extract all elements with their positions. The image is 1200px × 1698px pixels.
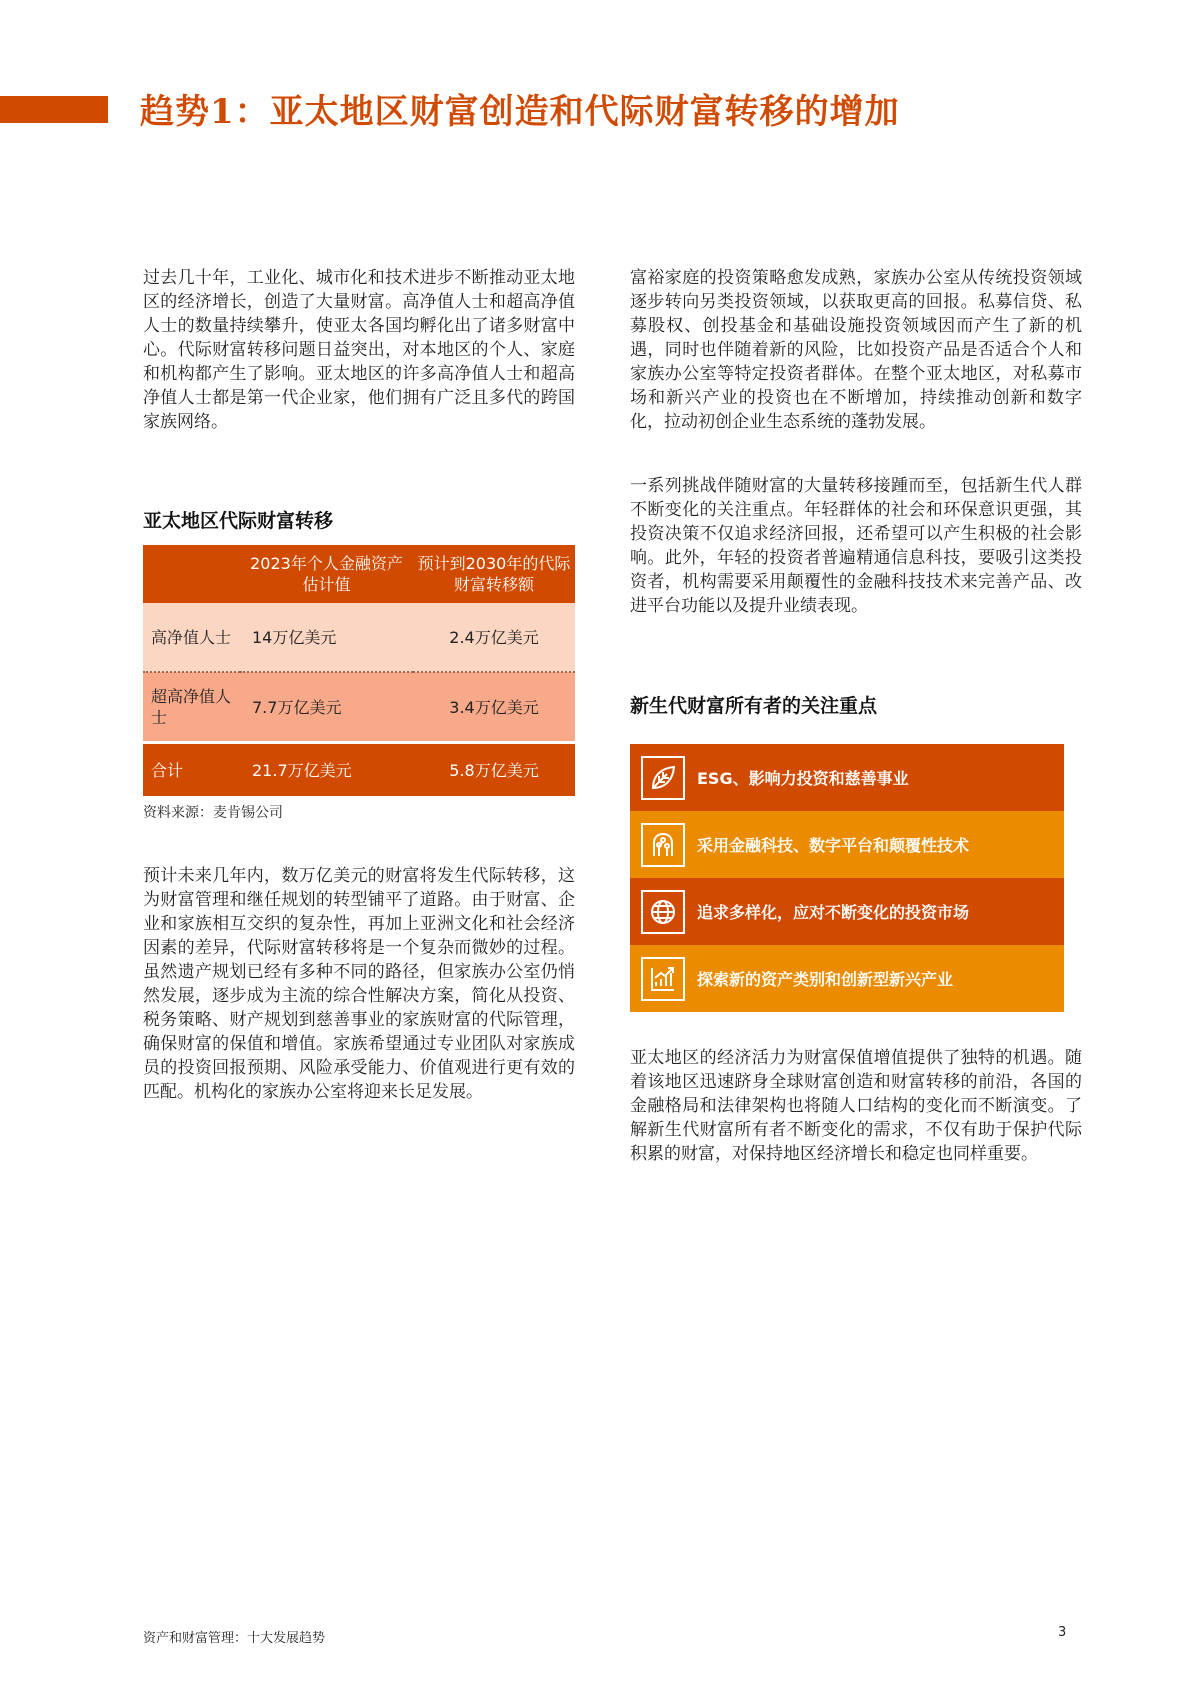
growth-chart-icon [641,957,685,1001]
globe-icon [641,890,685,934]
table-header-2023: 2023年个人金融资产估计值 [240,545,413,603]
challenges-paragraph: 一系列挑战伴随财富的大量转移接踵而至，包括新生代人群不断变化的关注重点。年轻群体的社会和环保意识更强，其投资决策不仅追求经济回报，还希望可以产生积极的社会影响。此外，年轻的投资者普遍精通信息科技，要吸引这类投资者，机构需要采用颠覆性的金融科技技术来完善产品、改进平台功能以及提升业绩表现。 [630,476,1082,616]
conclusion-paragraph: 亚太地区的经济活力为财富保值增值提供了独特的机遇。随着该地区迅速跻身全球财富创造和财富转移的前沿，各国的金融格局和法律架构也将随人口结构的变化而不断演变。了解新生代财富所有者不断变化的需求，不仅有助于保护代际积累的财富，对保持地区经济增长和稳定也同样重要。 [630,1048,1082,1164]
cell-2030: 3.4万亿美元 [413,672,575,743]
cell-2030: 2.4万亿美元 [413,603,575,672]
circuit-icon [641,823,685,867]
focus-list [630,744,1064,1012]
focus-item-diversify [630,878,1064,945]
row-label: 高净值人士 [143,603,240,672]
focus-item-label: 追求多样化，应对不断变化的投资市场 [697,903,970,922]
title-accent-bar [0,96,108,123]
table-total-row [143,743,575,797]
cell-2030: 5.8万亿美元 [413,743,575,797]
focus-item-esg [630,744,1064,811]
focus-item-label: 探索新的资产类别和创新型新兴产业 [697,970,954,989]
table-source: 资料来源：麦肯锡公司 [143,805,283,821]
page-number: 3 [1058,1625,1067,1640]
row-label: 合计 [143,743,240,797]
table-row [143,672,575,743]
focus-item-label: 采用金融科技、数字平台和颠覆性技术 [697,836,970,855]
cell-2023: 14万亿美元 [240,603,413,672]
table-header-row [143,545,575,603]
focus-item-new-assets [630,945,1064,1012]
page-title: 趋势1：亚太地区财富创造和代际财富转移的增加 [140,92,900,132]
table-title: 亚太地区代际财富转移 [143,510,334,532]
investment-paragraph: 富裕家庭的投资策略愈发成熟，家族办公室从传统投资领域逐步转向另类投资领域，以获取更高的回报。私募信贷、私募股权、创投基金和基础设施投资领域因而产生了新的机遇，同时也伴随着新的风险，比如投资产品是否适合个人和家族办公室等特定投资者群体。在整个亚太地区，对私募市场和新兴产业的投资也在不断增加，持续推动创新和数字化，拉动初创企业生态系统的蓬勃发展。 [630,268,1082,432]
focus-item-label: ESG、影响力投资和慈善事业 [697,769,909,788]
intro-paragraph: 过去几十年，工业化、城市化和技术进步不断推动亚太地区的经济增长，创造了大量财富。高净值人士和超高净值人士的数量持续攀升，使亚太各国均孵化出了诸多财富中心。代际财富转移问题日益突出，对本地区的个人、家庭和机构都产生了影响。亚太地区的许多高净值人士和超高净值人士都是第一代企业家，他们拥有广泛且多代的跨国家族网络。 [143,268,575,432]
leaf-icon [641,756,685,800]
transfer-paragraph: 预计未来几年内，数万亿美元的财富将发生代际转移，这为财富管理和继任规划的转型铺平了道路。由于财富、企业和家族相互交织的复杂性，再加上亚洲文化和社会经济因素的差异，代际财富转移将是一个复杂而微妙的过程。虽然遗产规划已经有多种不同的路径，但家族办公室仍悄然发展，逐步成为主流的综合性解决方案，简化从投资、税务策略、财产规划到慈善事业的家族财富的代际管理，确保财富的保值和增值。家族希望通过专业团队对家族成员的投资回报预期、风险承受能力、价值观进行更有效的匹配。机构化的家族办公室将迎来长足发展。 [143,866,575,1102]
table-header-corner [143,545,240,603]
table-row [143,603,575,672]
wealth-transfer-table [143,545,575,796]
row-label: 超高净值人士 [143,672,240,743]
cell-2023: 21.7万亿美元 [240,743,413,797]
footer-report-title: 资产和财富管理：十大发展趋势 [143,1631,326,1646]
focus-item-fintech [630,811,1064,878]
cell-2023: 7.7万亿美元 [240,672,413,743]
focus-title: 新生代财富所有者的关注重点 [630,695,878,717]
table-header-2030: 预计到2030年的代际财富转移额 [413,545,575,603]
